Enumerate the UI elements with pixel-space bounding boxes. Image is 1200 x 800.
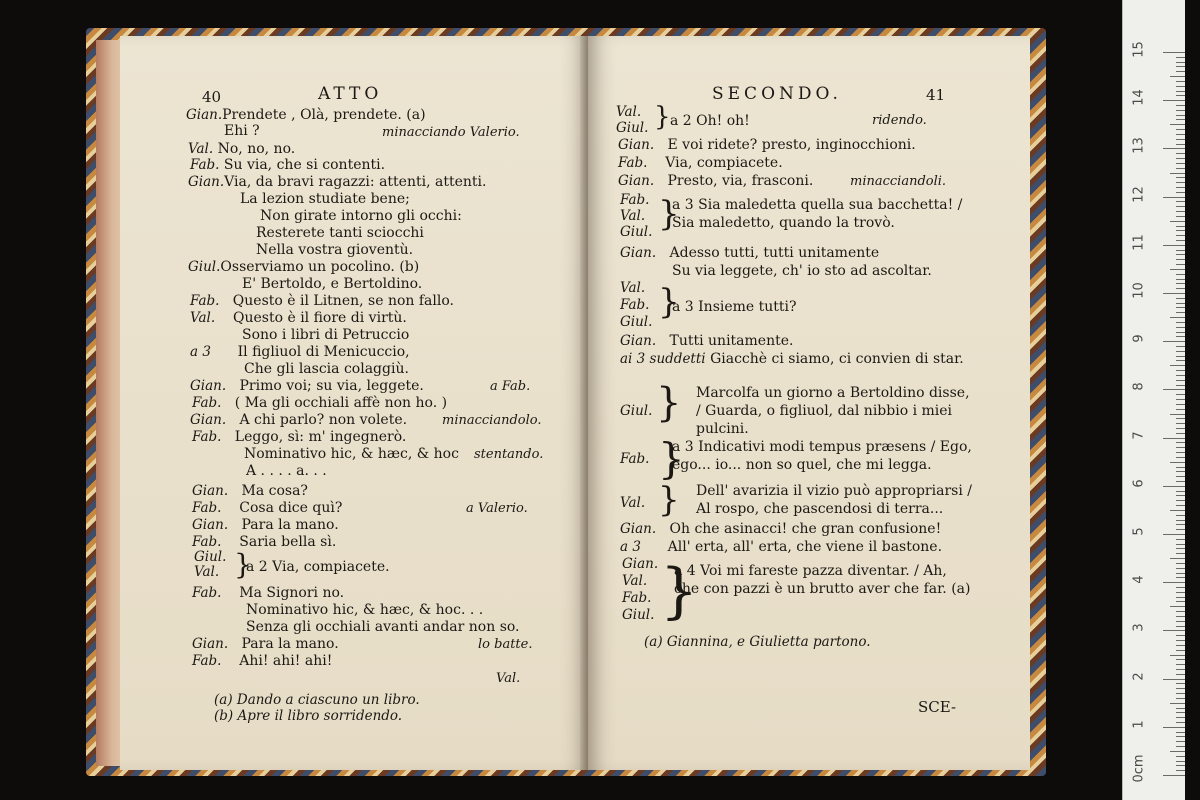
ruler-tick [1176,158,1185,159]
ruler-tick [1176,423,1185,424]
ruler-tick [1163,197,1185,198]
line-text: No, no, no. [217,141,296,157]
brace: } [654,102,671,132]
ruler-tick [1176,732,1185,733]
ruler-tick [1176,375,1185,376]
ruler-tick [1176,153,1185,154]
stage-direction: lo batte. [478,637,533,652]
ruler-tick [1176,563,1185,564]
line-text: A chi parlo? non volete. [239,412,408,428]
ruler-tick [1176,226,1185,227]
ruler-tick [1176,81,1185,82]
ruler-tick [1176,712,1185,713]
ruler-label: 12 [1131,185,1147,203]
ruler-tick [1176,360,1185,361]
line-text: Adesso tutti, tutti unitamente [669,245,880,261]
ruler-tick [1176,57,1185,58]
ruler-tick [1176,274,1185,275]
ruler-tick [1170,751,1185,752]
line-text: Su via leggete, ch' io sto ad ascoltar. [672,263,932,279]
ruler-tick [1176,611,1185,612]
ruler-tick [1176,635,1185,636]
line-text: All' erta, all' erta, che viene il bastone. [667,539,943,555]
brace: } [658,480,680,520]
line-text: E' Bertoldo, e Bertoldino. [242,276,423,292]
ruler-tick [1176,404,1185,405]
line-text: A . . . . a. . . [246,463,327,479]
line-text: Ma Signori no. [239,585,345,601]
line-text: Questo è il Litnen, se non fallo. [232,293,454,309]
line-text: Non girate intorno gli occhi: [260,208,462,224]
stage-direction: Val. [496,671,521,686]
ruler-tick [1176,163,1185,164]
ruler-label: 9 [1131,334,1147,343]
ruler-tick [1170,414,1185,415]
ruler-tick [1176,303,1185,304]
ruler-tick [1176,394,1185,395]
ruler-tick [1176,741,1185,742]
ruler-tick [1176,592,1185,593]
speaker: Gian. [188,174,225,190]
line-text: Via, da bravi ragazzi: attenti, attenti. [224,174,487,190]
ruler-tick [1176,187,1185,188]
ruler-tick [1176,192,1185,193]
ruler-tick [1176,129,1185,130]
ruler-tick [1176,500,1185,501]
ruler-tick [1176,621,1185,622]
speaker: Fab. Val. Giul. [620,192,653,240]
ruler-label: 6 [1131,479,1147,488]
catchword: SCE- [918,698,957,716]
ruler-tick [1176,336,1185,337]
ruler-tick [1176,134,1185,135]
line-text: Ehi ? [224,123,260,139]
line-text: a 3 Sia maledetta quella sua bacchetta! / Sia maledetto, quando la trovò. [672,197,963,231]
ruler-tick [1170,558,1185,559]
ruler-tick [1176,370,1185,371]
ruler-tick [1176,105,1185,106]
ruler-tick [1170,365,1185,366]
speaker: Fab. [190,293,220,309]
ruler-tick [1163,679,1185,680]
ruler-tick [1176,471,1185,472]
ruler-tick [1163,341,1185,342]
ruler-tick [1176,91,1185,92]
ruler-label: 1 [1131,720,1147,729]
ruler-tick [1170,173,1185,174]
speaker: Val. [190,310,216,326]
ruler-tick [1176,601,1185,602]
ruler-tick [1176,307,1185,308]
ruler-tick [1176,505,1185,506]
speaker: Gian. [190,378,227,394]
ruler-tick [1170,462,1185,463]
line-text: Senza gli occhiali avanti andar non so. [246,619,520,635]
ruler-tick [1176,548,1185,549]
speaker: a 3 [190,344,211,360]
ruler-tick [1163,438,1185,439]
speaker: Gian. [620,333,657,349]
ruler-tick [1176,520,1185,521]
ruler-label: 4 [1131,575,1147,584]
speaker: Val. Giul. [616,104,649,136]
stage-direction: minacciandolo. [442,413,542,428]
ruler-tick [1176,746,1185,747]
ruler-tick [1163,630,1185,631]
line-text: E voi ridete? presto, inginocchioni. [667,137,916,153]
ruler-tick [1176,717,1185,718]
ruler-tick [1176,481,1185,482]
stage-direction: stentando. [474,447,544,462]
speaker: Gian. [620,521,657,537]
speaker: Fab. [192,500,222,516]
ruler-tick [1176,279,1185,280]
speaker: Giul. Val. [194,549,227,580]
ruler-tick [1176,201,1185,202]
ruler-tick [1176,177,1185,178]
ruler-tick [1176,418,1185,419]
ruler-label: 0cm [1131,754,1147,783]
ruler-tick [1176,683,1185,684]
speaker: Val. [620,495,646,511]
brace: } [656,380,682,426]
ruler-tick [1176,119,1185,120]
ruler-tick [1176,442,1185,443]
ruler-tick [1176,254,1185,255]
line-text: Resterete tanti sciocchi [256,225,424,241]
ruler-tick [1163,775,1185,776]
left-page [120,36,588,770]
speaker: a 3 [620,539,641,555]
ruler-tick [1176,298,1185,299]
ruler-tick [1176,356,1185,357]
stage-direction: ridendo. [872,113,927,128]
line-text: Presto, via, frasconi. [667,173,814,189]
ruler-tick [1170,317,1185,318]
ruler-tick [1176,626,1185,627]
right-page [588,36,1030,770]
line-text: Saria bella sì. [239,534,337,550]
ruler-tick [1176,495,1185,496]
speaker: Gian. [192,517,229,533]
line-text: Sono i libri di Petruccio [242,327,410,343]
ruler-tick [1176,664,1185,665]
line-text: La lezion studiate bene; [240,191,410,207]
ruler-tick [1176,491,1185,492]
line-text: Cosa dice quì? [239,500,343,516]
brace: } [658,282,680,322]
ruler-tick [1176,66,1185,67]
ruler-tick [1176,645,1185,646]
ruler-tick [1163,245,1185,246]
footnote: (b) Apre il libro sorridendo. [214,708,403,724]
line-text: Nella vostra gioventù. [256,242,414,258]
line-text: Questo è il fiore di virtù. [232,310,407,326]
ruler-tick [1176,616,1185,617]
ruler-tick [1170,510,1185,511]
speaker: Fab. [192,653,222,669]
ruler-tick [1176,115,1185,116]
ruler-label: 13 [1131,137,1147,155]
line-text: Giacchè ci siamo, ci convien di star. [710,351,964,367]
right-page-number: 41 [926,86,946,104]
line-text: a 2 Via, compiacete. [246,559,390,575]
ruler-tick [1176,399,1185,400]
ruler-tick [1170,76,1185,77]
ruler-tick [1163,52,1185,53]
line-text: Nominativo hic, & hæc, & hoc. . . [246,602,484,618]
ruler-tick [1176,288,1185,289]
ruler-tick [1176,722,1185,723]
speaker: Fab. [192,429,222,445]
ruler-tick [1163,389,1185,390]
ruler-tick [1176,524,1185,525]
ruler-tick [1176,659,1185,660]
speaker: Gian. [618,137,655,153]
speaker: Fab. [192,534,222,550]
ruler-tick [1176,139,1185,140]
ruler-tick [1163,582,1185,583]
ruler-tick [1176,539,1185,540]
ruler-tick [1176,95,1185,96]
ruler-tick [1176,332,1185,333]
speaker: Gian. [190,412,227,428]
ruler-tick [1176,71,1185,72]
speaker: Fab. [620,451,650,467]
brace: } [234,548,252,581]
ruler-tick [1170,703,1185,704]
ruler-tick [1176,62,1185,63]
ruler-tick [1176,640,1185,641]
line-text: Il figliuol di Menicuccio, [237,344,410,360]
ruler-tick [1176,597,1185,598]
line-text: a 3 Indicativi modi tempus præsens / Ego, ego... io... non so quel, che mi legga. [672,439,972,473]
ruler-label: 11 [1131,234,1147,251]
stage-direction: minacciandoli. [850,174,947,189]
line-text: Ma cosa? [241,483,308,499]
speaker: Val. Fab. Giul. [620,280,653,330]
ruler-tick [1170,269,1185,270]
line-text: Prendete , Olà, prendete. (a) [222,107,426,123]
ruler-label: 3 [1131,623,1147,633]
right-page-header: SECONDO. [712,84,842,104]
speaker: ai 3 suddetti [620,351,706,367]
ruler-tick [1176,259,1185,260]
ruler-tick [1176,693,1185,694]
line-text: a 4 Voi mi fareste pazza diventar. / Ah, che con pazzi è un brutto aver che far. (a) [674,563,971,597]
stage-direction: a Valerio. [466,501,528,516]
speaker: Fab. [192,585,222,601]
ruler-tick [1176,544,1185,545]
ruler-tick [1176,385,1185,386]
ruler-tick [1176,650,1185,651]
ruler-tick [1176,110,1185,111]
ruler-tick [1176,736,1185,737]
line-text: ( Ma gli occhiali affè non ho. ) [234,395,448,411]
ruler-label: 15 [1131,41,1147,58]
ruler-tick [1176,447,1185,448]
ruler-tick [1176,770,1185,771]
ruler-tick [1176,346,1185,347]
ruler-tick [1163,100,1185,101]
ruler-tick [1163,534,1185,535]
ruler-tick [1170,655,1185,656]
footnote: (a) Giannina, e Giulietta partono. [644,634,871,650]
ruler-tick [1176,322,1185,323]
ruler-tick [1176,467,1185,468]
ruler-label: 5 [1131,527,1147,536]
ruler-label: 14 [1131,89,1147,106]
ruler-tick [1176,476,1185,477]
ruler-tick [1176,573,1185,574]
line-text: Para la mano. [241,636,339,652]
speaker: Fab. [192,395,222,411]
line-text: Osserviamo un pocolino. (b) [220,259,420,275]
ruler-tick [1176,327,1185,328]
ruler-tick [1176,553,1185,554]
ruler-tick [1176,86,1185,87]
ruler-tick [1170,124,1185,125]
ruler-tick [1176,168,1185,169]
brace: } [658,194,680,234]
ruler-tick [1176,230,1185,231]
ruler-label: 10 [1131,282,1147,299]
ruler-tick [1176,457,1185,458]
ruler-tick [1176,312,1185,313]
ruler-tick [1176,587,1185,588]
brace: } [658,434,685,483]
footnote: (a) Dando a ciascuno un libro. [214,692,420,708]
ruler-tick [1176,182,1185,183]
ruler-label: 7 [1131,430,1147,440]
line-text: Primo voi; su via, leggete. [239,378,424,394]
ruler-tick [1176,211,1185,212]
ruler-tick [1176,515,1185,516]
ruler-tick [1176,409,1185,410]
ruler-tick [1163,148,1185,149]
left-page-header: ATTO [318,84,383,104]
left-page-number: 40 [202,88,222,106]
speaker: Gian. [618,173,655,189]
ruler-tick [1176,765,1185,766]
line-text: Para la mano. [241,517,339,533]
ruler-tick [1176,698,1185,699]
ruler-tick [1176,688,1185,689]
ruler-tick [1176,264,1185,265]
ruler-tick [1176,568,1185,569]
speaker: Gian. Val. Fab. Giul. [622,556,659,623]
ruler-tick [1170,606,1185,607]
ruler-tick [1163,486,1185,487]
speaker: Gian. [186,107,223,123]
ruler-tick [1176,380,1185,381]
brace: } [660,556,699,626]
stage-direction: minacciando Valerio. [382,125,520,140]
ruler-tick [1176,674,1185,675]
ruler-tick [1176,529,1185,530]
line-text: Oh che asinacci! che gran confusione! [669,521,942,537]
line-text: Leggo, sì: m' ingegnerò. [234,429,407,445]
ruler-tick [1176,756,1185,757]
ruler-tick [1176,433,1185,434]
ruler-tick [1176,351,1185,352]
ruler-tick [1176,761,1185,762]
ruler-tick [1176,577,1185,578]
ruler-tick [1176,669,1185,670]
line-text: a 2 Oh! oh! [670,113,750,129]
ruler-tick [1163,293,1185,294]
speaker: Giul. [620,403,653,419]
ruler-tick [1176,240,1185,241]
ruler-tick [1176,283,1185,284]
ruler-tick [1163,727,1185,728]
speaker: Gian. [620,245,657,261]
line-text: Ahi! ahi! ahi! [239,653,333,669]
ruler-label: 8 [1131,382,1147,392]
line-text: Nominativo hic, & hæc, & hoc [244,446,459,462]
speaker: Fab. [190,157,220,173]
line-text: Su via, che si contenti. [223,157,386,173]
speaker: Giul. [188,259,221,275]
ruler-tick [1176,235,1185,236]
line-text: Marcolfa un giorno a Bertoldino disse, / Guarda, o figliuol, dal nibbio i miei pulcini. [696,385,970,437]
stage-direction: a Fab. [490,379,531,394]
line-text: Dell' avarizia il vizio può appropriarsi / Al rospo, che pascendosi di terra... [696,483,972,517]
line-text: Tutti unitamente. [669,333,794,349]
ruler-tick [1176,428,1185,429]
ruler-tick [1176,206,1185,207]
line-text: Via, compiacete. [665,155,783,171]
speaker: Val. [188,141,214,157]
line-text: a 3 Insieme tutti? [672,299,797,315]
ruler-tick [1176,216,1185,217]
speaker: Gian. [192,636,229,652]
ruler-label: 2 [1131,671,1147,681]
line-text: Che gli lascia colaggiù. [244,361,409,377]
speaker: Fab. [618,155,648,171]
measuring-ruler [1122,0,1185,800]
ruler-tick [1176,708,1185,709]
ruler-tick [1176,144,1185,145]
speaker: Gian. [192,483,229,499]
ruler-tick [1170,221,1185,222]
ruler-tick [1176,250,1185,251]
ruler-tick [1176,452,1185,453]
